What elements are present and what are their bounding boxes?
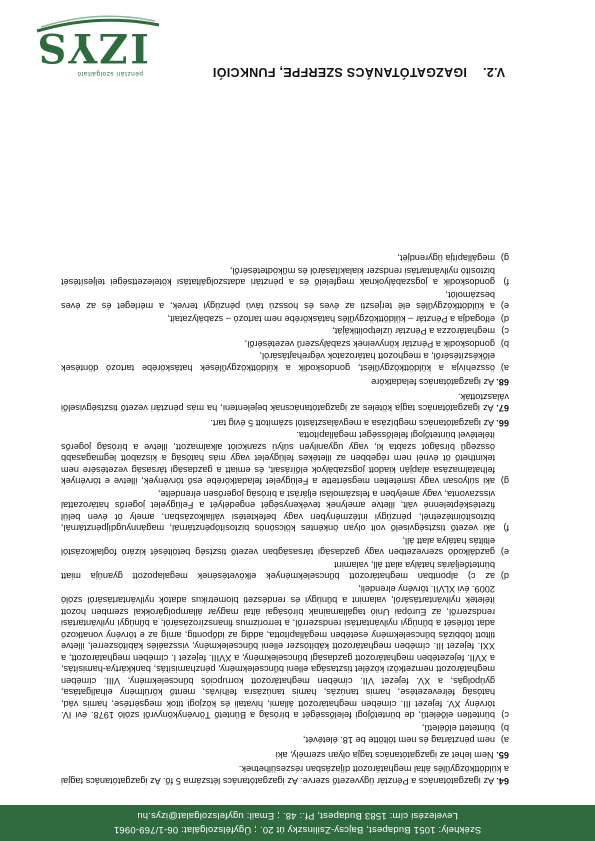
paragraph-number: 67. <box>496 403 509 414</box>
list-item-letter: f) <box>503 277 509 288</box>
paragraph-number: 66. <box>496 418 509 428</box>
list-item <box>61 325 509 337</box>
list-item-text: aki súlyosan vagy ismételten megsértette a Felügyelet feladatkörébe eső törvények, illetve e törvények felhatalmazása alapján kiadott jogszabályok előírásait, és emiatt a gazdasági társaság vezetésére nem tekinthető öt évnél nem régebben az illetékes felügyelet vagy más hatóság a kiszabott legmagasabb összegű bírságot szabta ki, vagy ugyanilyen súlyú szankciót alkalmazott, illetve a bíróság jogerős ítéletével büntetőjogi felelősséget megállapította. <box>61 430 495 487</box>
paragraph-text: Az igazgatótanács megbízása a megválasztástól számított 5 évig tart. <box>210 418 495 428</box>
list-item-text: gondoskodik a jogszabályoknak megfelelő és a pénztári adatszolgáltatási kötelezettségei teljesítését biztosító nyilvántartási rendszer kialakításáról és működtetéséről, <box>61 266 495 288</box>
section-number: V.2. <box>482 65 505 79</box>
list-item-text: gazdálkodó szervezetben vagy gazdasági társaságban vezető tisztség betöltését kizáró foglalkozástól eltiltás hatálya alatt áll, <box>61 536 495 558</box>
section-title <box>65 65 505 79</box>
paragraph-67 <box>61 391 509 414</box>
list-item-text: megállapítja ügyrendjét, <box>397 253 495 264</box>
list-item <box>61 583 509 721</box>
address-line: Székhely: 1051 Budapest, Bajcsy-Zsilinszky út 20. ; Ügyfélszolgálat: 06-1/769-0961 <box>113 824 482 835</box>
list-item <box>61 252 509 264</box>
paragraph-64 <box>61 763 509 786</box>
list-item-text: a küldöttközgyűlés elé terjeszti az éves és hosszú távú pénzügyi tervek, a mérleget és az éves beszámolót, <box>61 290 495 312</box>
list-item-letter: c) <box>501 710 509 721</box>
list-item-letter: a) <box>500 363 509 373</box>
list-item <box>61 535 509 558</box>
list-item <box>61 559 509 582</box>
list-item-text: az c) alpontban meghatározott bűncselekmények elkövetésének megalapozott gyanúja miatt büntetőeljárás hatálya alatt áll, valamint <box>61 560 495 582</box>
list-item-letter: d) <box>500 314 509 324</box>
list-item <box>61 338 509 350</box>
list-item-text: aki vezető tisztségviselő volt olyan önkéntes kölcsönös biztosítópénztárnál, magánnyugdíjpénztárnál, biztosítóintézetnél, pénzügyi intézményben vagy befektetési vállalkozásban, amely öt éven belül fizetésképtelenné vált, illetve amelynek tevékenységét engedélyét a Felügyelet jogerős határozattal visszavonta, vagy amelyben a felszámolási eljárást a bíróság jogerősen elrendelte, <box>61 489 495 534</box>
list-item-letter: a) <box>500 735 509 746</box>
list-item-letter: b) <box>500 339 509 349</box>
section-title-text: IGAZGATÓTANÁCS SZERFPE, FUNKCIÓI <box>212 65 467 79</box>
list-item <box>61 313 509 325</box>
list-item-letter: b) <box>500 723 509 733</box>
list-item-letter: g) <box>500 253 509 264</box>
list-item-text: meghatározza a Pénztár üzletpolitikáját, <box>332 326 495 337</box>
list-item <box>61 429 509 487</box>
paragraph-65 <box>61 749 509 761</box>
list-item-text: nem pénztártag és nem töltötte be 18. életévét, <box>302 735 495 746</box>
list-item-letter: e) <box>500 547 509 558</box>
paragraph-68 <box>61 376 509 388</box>
list-item-text: összehívja a küldöttközgyűlést, gondoskodik a küldöttközgyűlések hatáskörébe tartozó döntések előkészítéséről, a meghozott határozatok végrehajtásáról, <box>61 351 495 373</box>
list-item <box>61 488 509 534</box>
paragraph-number: 64. <box>496 776 509 786</box>
list-item <box>61 734 509 746</box>
list-item-text: elfogadja a Pénztár – küldöttközgyűlés hatáskörébe nem tartozó – szabályzatait, <box>167 314 495 324</box>
list-item-letter: g) <box>500 476 509 487</box>
document-body <box>61 251 509 786</box>
paragraph-text: Nem lehet az igazgatótanács tagja olyan személy, aki <box>275 750 494 760</box>
list-item-letter: c) <box>501 326 509 337</box>
paragraph-66 <box>61 417 509 429</box>
paragraph-text: Az igazgatótanács feladatköre <box>371 377 495 388</box>
logo-tagline: pénztári szolgáltató <box>76 70 143 77</box>
paragraph-text: Az igazgatótanács a Pénztár ügyvezető szerve. Az igazgatótanács létszáma 5 fő. Az igazgatótanács tagjai a küldöttközgyűlés által meghatározott díjazásban részesülhetnek. <box>61 764 509 786</box>
list-item-letter: d) <box>500 571 509 582</box>
logo-wordmark: IZYS <box>35 24 149 71</box>
list-item <box>61 265 509 288</box>
list-item <box>61 722 509 734</box>
list-item <box>61 350 509 373</box>
paragraph-text: Az igazgatótanács tagja köteles az igazgatótanácsnak bejelenteni, ha más pénztári vezető tisztségviselői választották. <box>61 392 509 414</box>
list-item-text: büntetett előéletű, <box>421 723 495 733</box>
letterhead-footer-band <box>0 805 595 841</box>
contact-line: Levelezési cím: 1583 Budapest, Pf.: 48. ; Email: ugyfelszolgalat@izys.hu <box>137 810 458 821</box>
paragraph-number: 68. <box>496 377 509 388</box>
list-item-text: büntetlen előéletű, de büntetőjogi felelősségét a bíróság a Büntető Törvénykönyvről szóló 1978. évi IV. törvény XV. fejezet III. címében meghatározott állami, hivatali és közjogi titok megsértése, hamis vád, hatóság félrevezetése, hamis tanúzás, hamis tanúzásra felhívás, mentő körülmény elhallgatása, gyúpolgás, a XV. fejezet VII. címében meghatározott korrupciós bűncselekmény, VIII. címében meghatározott nemzetközi közélet tisztasága elleni bűncselekmény, pénzhamisítás, bankkártya-hamisítás, a XVII. fejezetében meghatározott gazdasági bűncselekmény, a XVIII. fejezet I. címében meghatározott, a XXI. fejezet III. címében meghatározott kábítószer elleni bűncselekmény, visszaélés kábítószerrel, illetve tiltott lobbizás bűncselekmény esetében megállapította, addig az időpontig, amíg az e törvény vonatkozó adat törlését a bűnügyi nyilvántartási rendszerről, a terrorizmus finanszírozásáról, a bűnügyi nyilvántartási rendszerről, az Európai Unió tagállamainak bíróságai által magyar állampolgárokkal szemben hozott ítéletek nyilvántartásáról, valamint a bűnügyi és rendészeti biometrikus adatok nyilvántartásáról szóló 2009. évi XLVII. törvény elrendeli, <box>61 584 495 721</box>
list-item-letter: f) <box>503 523 509 534</box>
paragraph-number: 65. <box>496 750 509 760</box>
list-item-text: gondoskodik a Pénztár könyveinek szabályszerű vezetéséről, <box>244 339 495 349</box>
list-item-letter: e) <box>500 301 509 312</box>
list-item <box>61 289 509 312</box>
